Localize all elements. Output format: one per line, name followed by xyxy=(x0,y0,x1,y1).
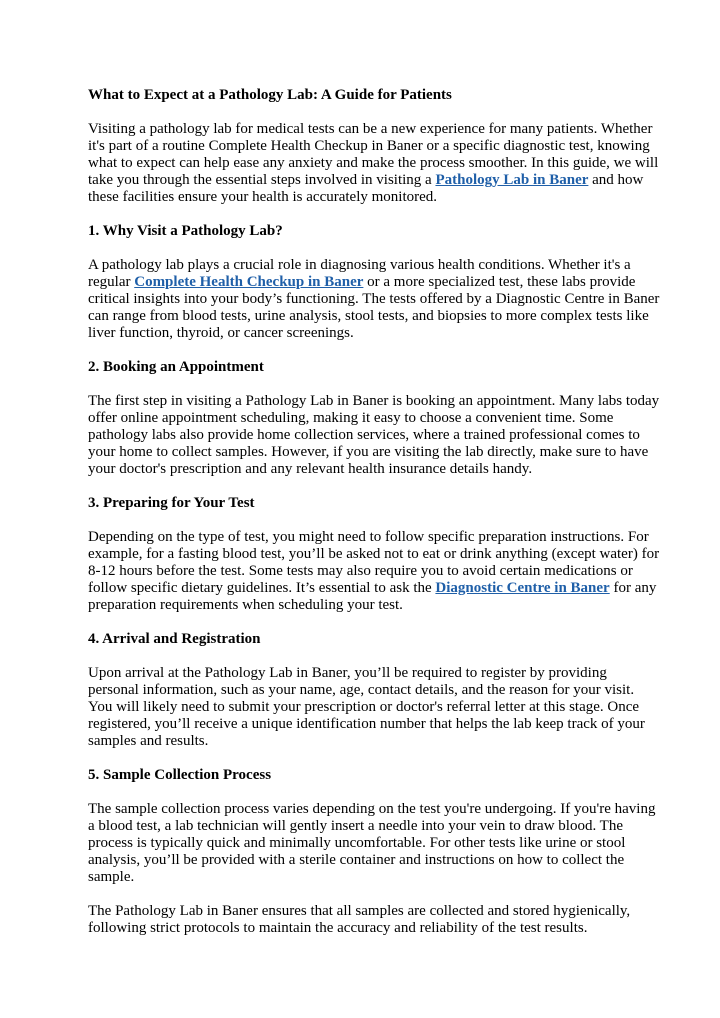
section-text: Depending on the type of test, you might need to follow specific preparation instructions. For example, for a fasting blood test, you’ll be asked not to eat or drink anything (except water) for 8-12 hours before the test. Some tests may also require you to avoid certain medications or follow specific dietary guidelines. It’s essential to ask the xyxy=(88,529,660,596)
section-heading-preparing: 3. Preparing for Your Test xyxy=(88,495,255,511)
section-heading-sample-collection: 5. Sample Collection Process xyxy=(88,767,272,783)
section-text: A pathology lab plays a crucial role in diagnosing various health conditions. Whether it's a regular xyxy=(88,257,631,290)
intro-paragraph xyxy=(88,121,660,206)
section-text: for any preparation requirements when scheduling your test. xyxy=(88,580,657,613)
complete-health-checkup-link[interactable]: Complete Health Checkup in Baner xyxy=(134,274,364,290)
section-paragraph-why-visit xyxy=(88,257,660,342)
diagnostic-centre-link[interactable]: Diagnostic Centre in Baner xyxy=(435,580,610,596)
section-paragraph-sample-collection: The sample collection process varies depending on the test you're undergoing. If you're having a blood test, a lab technician will gently insert a needle into your vein to draw blood. The process is typically quick and minimally uncomfortable. For other tests like urine or stool analysis, you’ll be provided with a sterile container and instructions on how to collect the sample. xyxy=(88,801,656,885)
intro-text-1: Visiting a pathology lab for medical tests can be a new experience for many patients. Whether it's part of a routine Complete Health Checkup in Baner or a specific diagnostic test, knowing what to expect can help ease any anxiety and make the process smoother. In this guide, we will take you through the essential steps involved in visiting a xyxy=(88,121,659,188)
document-title: What to Expect at a Pathology Lab: A Guide for Patients xyxy=(88,87,452,103)
section-heading-booking: 2. Booking an Appointment xyxy=(88,359,264,375)
intro-text-2: and how these facilities ensure your health is accurately monitored. xyxy=(88,172,644,205)
section-paragraph-arrival: Upon arrival at the Pathology Lab in Baner, you’ll be required to register by providing personal information, such as your name, age, contact details, and the reason for your visit. You will likely need to submit your prescription or doctor's referral letter at this stage. Once registered, you’ll receive a unique identification number that helps the lab keep track of your samples and results. xyxy=(88,665,645,749)
section-paragraph-sample-hygiene: The Pathology Lab in Baner ensures that all samples are collected and stored hygienically, following strict protocols to maintain the accuracy and reliability of the test results. xyxy=(88,903,631,936)
section-paragraph-preparing xyxy=(88,529,660,614)
section-heading-arrival: 4. Arrival and Registration xyxy=(88,631,261,647)
pathology-lab-link[interactable]: Pathology Lab in Baner xyxy=(435,172,589,188)
section-text: or a more specialized test, these labs provide critical insights into your body’s functioning. The tests offered by a Diagnostic Centre in Baner can range from blood tests, urine analysis, stool tests, and biopsies to more complex tests like liver function, thyroid, or cancer screenings. xyxy=(88,274,660,341)
section-heading-why-visit: 1. Why Visit a Pathology Lab? xyxy=(88,223,283,239)
section-paragraph-booking: The first step in visiting a Pathology Lab in Baner is booking an appointment. Many labs today offer online appointment scheduling, making it easy to choose a convenient time. Some pathology labs also provide home collection services, where a trained professional comes to your home to collect samples. However, if you are visiting the lab directly, make sure to have your doctor's prescription and any relevant health insurance details handy. xyxy=(88,393,660,477)
